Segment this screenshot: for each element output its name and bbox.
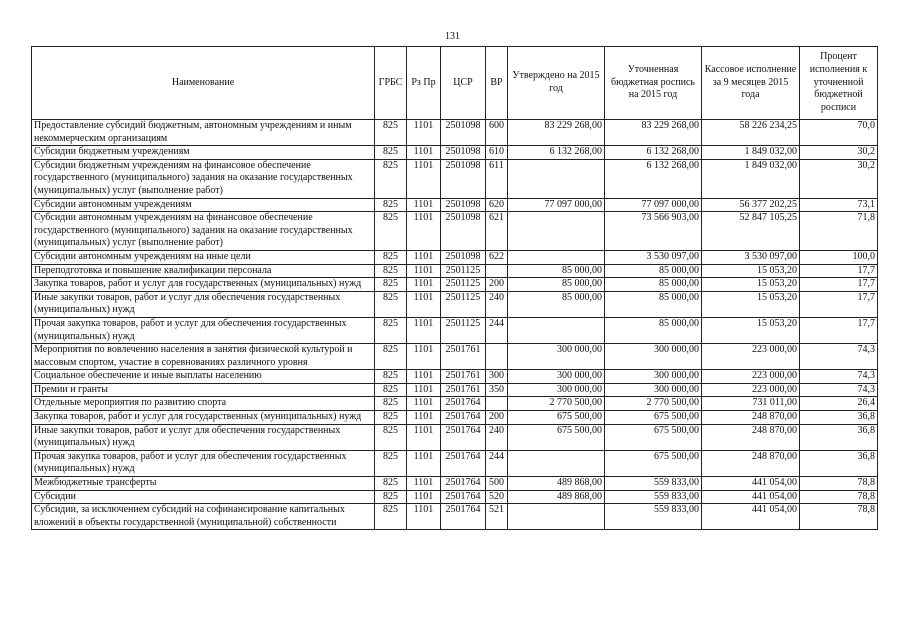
cell-rz-pr: 1101 [407,146,441,160]
cell-cash: 15 053,20 [702,291,800,317]
cell-grbs: 825 [375,278,407,292]
cell-name: Иные закупки товаров, работ и услуг для обеспечения государственных (муниципальных) нужд [32,291,375,317]
cell-cash: 441 054,00 [702,490,800,504]
cell-vr: 244 [486,450,508,476]
cell-csr: 2501098 [441,146,486,160]
cell-specified: 3 530 097,00 [605,250,702,264]
cell-name: Субсидии автономным учреждениям [32,198,375,212]
cell-cash: 52 847 105,25 [702,212,800,251]
cell-vr: 622 [486,250,508,264]
cell-csr: 2501125 [441,291,486,317]
cell-grbs: 825 [375,264,407,278]
cell-rz-pr: 1101 [407,477,441,491]
cell-rz-pr: 1101 [407,278,441,292]
table-row [32,424,878,450]
cell-specified: 6 132 268,00 [605,146,702,160]
cell-grbs: 825 [375,424,407,450]
table-row [32,198,878,212]
cell-name: Предоставление субсидий бюджетным, автономным учреждениям и иным некоммерческим организациям [32,120,375,146]
cell-cash: 15 053,20 [702,317,800,343]
table-row [32,264,878,278]
table-row [32,159,878,198]
table-row [32,411,878,425]
cell-percent: 17,7 [800,291,878,317]
cell-vr: 520 [486,490,508,504]
cell-csr: 2501098 [441,120,486,146]
cell-cash: 223 000,00 [702,383,800,397]
cell-specified: 85 000,00 [605,317,702,343]
table-body [32,120,878,530]
cell-cash: 1 849 032,00 [702,159,800,198]
cell-specified: 559 833,00 [605,490,702,504]
cell-vr [486,344,508,370]
cell-cash: 15 053,20 [702,264,800,278]
cell-cash: 223 000,00 [702,344,800,370]
cell-vr: 611 [486,159,508,198]
cell-name: Межбюджетные трансферты [32,477,375,491]
cell-cash: 731 011,00 [702,397,800,411]
cell-specified: 675 500,00 [605,450,702,476]
table-row [32,344,878,370]
cell-percent: 36,8 [800,424,878,450]
cell-name: Субсидии автономным учреждениям на финансовое обеспечение государственного (муниципального) задания на оказание государственных (муниципальных) услуг (выполнение работ) [32,212,375,251]
cell-csr: 2501764 [441,424,486,450]
cell-rz-pr: 1101 [407,212,441,251]
cell-percent: 70,0 [800,120,878,146]
cell-approved: 300 000,00 [508,383,605,397]
cell-vr: 240 [486,424,508,450]
cell-approved: 2 770 500,00 [508,397,605,411]
cell-csr: 2501098 [441,212,486,251]
cell-grbs: 825 [375,250,407,264]
cell-csr: 2501125 [441,278,486,292]
cell-rz-pr: 1101 [407,504,441,530]
table-row [32,291,878,317]
table-row [32,504,878,530]
table-row [32,490,878,504]
cell-percent: 71,8 [800,212,878,251]
cell-specified: 559 833,00 [605,477,702,491]
cell-grbs: 825 [375,198,407,212]
cell-rz-pr: 1101 [407,490,441,504]
cell-specified: 85 000,00 [605,291,702,317]
cell-name: Субсидии, за исключением субсидий на софинансирование капитальных вложений в объекты государственной (муниципальной) собственности [32,504,375,530]
cell-grbs: 825 [375,370,407,384]
cell-percent: 30,2 [800,159,878,198]
cell-percent: 17,7 [800,264,878,278]
cell-approved [508,159,605,198]
cell-specified: 85 000,00 [605,278,702,292]
cell-name: Иные закупки товаров, работ и услуг для обеспечения государственных (муниципальных) нужд [32,424,375,450]
cell-vr: 610 [486,146,508,160]
cell-csr: 2501761 [441,370,486,384]
cell-csr: 2501098 [441,159,486,198]
table-row [32,450,878,476]
cell-cash: 248 870,00 [702,450,800,476]
cell-grbs: 825 [375,212,407,251]
cell-percent: 36,8 [800,450,878,476]
cell-csr: 2501125 [441,317,486,343]
cell-name: Переподготовка и повышение квалификации персонала [32,264,375,278]
cell-approved: 489 868,00 [508,490,605,504]
cell-vr: 200 [486,411,508,425]
cell-cash: 58 226 234,25 [702,120,800,146]
cell-name: Субсидии бюджетным учреждениям [32,146,375,160]
cell-percent: 74,3 [800,383,878,397]
cell-vr: 621 [486,212,508,251]
cell-grbs: 825 [375,317,407,343]
cell-approved [508,317,605,343]
table-row [32,120,878,146]
cell-csr: 2501125 [441,264,486,278]
cell-percent: 30,2 [800,146,878,160]
cell-specified: 73 566 903,00 [605,212,702,251]
cell-name: Прочая закупка товаров, работ и услуг для обеспечения государственных (муниципальных) нужд [32,317,375,343]
cell-approved: 85 000,00 [508,264,605,278]
header-csr: ЦСР [441,47,486,120]
cell-name: Закупка товаров, работ и услуг для государственных (муниципальных) нужд [32,278,375,292]
budget-table [31,46,878,530]
cell-grbs: 825 [375,344,407,370]
cell-cash: 1 849 032,00 [702,146,800,160]
cell-specified: 300 000,00 [605,344,702,370]
header-approved: Утверждено на 2015 год [508,47,605,120]
cell-grbs: 825 [375,383,407,397]
cell-grbs: 825 [375,477,407,491]
cell-specified: 675 500,00 [605,424,702,450]
cell-rz-pr: 1101 [407,317,441,343]
cell-approved [508,504,605,530]
cell-specified: 559 833,00 [605,504,702,530]
cell-approved [508,450,605,476]
cell-specified: 300 000,00 [605,370,702,384]
cell-name: Социальное обеспечение и иные выплаты населению [32,370,375,384]
table-row [32,370,878,384]
cell-grbs: 825 [375,146,407,160]
cell-approved [508,212,605,251]
cell-approved: 300 000,00 [508,370,605,384]
cell-vr [486,397,508,411]
cell-rz-pr: 1101 [407,397,441,411]
table-row [32,477,878,491]
cell-percent: 26,4 [800,397,878,411]
table-row [32,250,878,264]
cell-rz-pr: 1101 [407,424,441,450]
cell-percent: 74,3 [800,370,878,384]
table-header [32,47,878,120]
cell-specified: 6 132 268,00 [605,159,702,198]
header-rz-pr: Рз Пр [407,47,441,120]
cell-csr: 2501764 [441,397,486,411]
cell-grbs: 825 [375,490,407,504]
cell-specified: 77 097 000,00 [605,198,702,212]
header-name: Наименование [32,47,375,120]
cell-rz-pr: 1101 [407,450,441,476]
cell-rz-pr: 1101 [407,120,441,146]
cell-name: Субсидии автономным учреждениям на иные цели [32,250,375,264]
cell-rz-pr: 1101 [407,264,441,278]
cell-cash: 248 870,00 [702,424,800,450]
cell-percent: 73,1 [800,198,878,212]
cell-percent: 17,7 [800,317,878,343]
cell-percent: 78,8 [800,504,878,530]
cell-rz-pr: 1101 [407,291,441,317]
cell-percent: 17,7 [800,278,878,292]
cell-cash: 56 377 202,25 [702,198,800,212]
cell-csr: 2501764 [441,411,486,425]
cell-rz-pr: 1101 [407,198,441,212]
cell-approved: 6 132 268,00 [508,146,605,160]
cell-approved: 85 000,00 [508,278,605,292]
cell-specified: 2 770 500,00 [605,397,702,411]
cell-cash: 248 870,00 [702,411,800,425]
cell-csr: 2501764 [441,504,486,530]
table-row [32,278,878,292]
cell-specified: 300 000,00 [605,383,702,397]
table-row [32,212,878,251]
cell-specified: 83 229 268,00 [605,120,702,146]
cell-percent: 74,3 [800,344,878,370]
cell-rz-pr: 1101 [407,344,441,370]
cell-rz-pr: 1101 [407,250,441,264]
cell-grbs: 825 [375,291,407,317]
cell-csr: 2501764 [441,450,486,476]
cell-approved: 675 500,00 [508,411,605,425]
table-row [32,383,878,397]
cell-approved [508,250,605,264]
cell-vr: 521 [486,504,508,530]
cell-grbs: 825 [375,120,407,146]
cell-name: Мероприятия по вовлечению населения в занятия физической культурой и массовым спортом, участие в соревнованиях различного уровня [32,344,375,370]
cell-percent: 100,0 [800,250,878,264]
cell-name: Субсидии бюджетным учреждениям на финансовое обеспечение государственного (муниципального) задания на оказание государственных (муниципальных) услуг (выполнение работ) [32,159,375,198]
cell-rz-pr: 1101 [407,159,441,198]
cell-percent: 78,8 [800,490,878,504]
cell-rz-pr: 1101 [407,370,441,384]
cell-grbs: 825 [375,411,407,425]
cell-grbs: 825 [375,504,407,530]
cell-rz-pr: 1101 [407,411,441,425]
header-percent: Процент исполнения к уточненной бюджетной росписи [800,47,878,120]
header-cash: Кассовое исполнение за 9 месяцев 2015 года [702,47,800,120]
cell-csr: 2501761 [441,344,486,370]
cell-grbs: 825 [375,159,407,198]
cell-cash: 15 053,20 [702,278,800,292]
cell-vr [486,264,508,278]
cell-vr: 600 [486,120,508,146]
cell-vr: 200 [486,278,508,292]
header-grbs: ГРБС [375,47,407,120]
cell-name: Прочая закупка товаров, работ и услуг для обеспечения государственных (муниципальных) нужд [32,450,375,476]
table-row [32,146,878,160]
table-row [32,317,878,343]
header-vr: ВР [486,47,508,120]
cell-approved: 300 000,00 [508,344,605,370]
cell-grbs: 825 [375,397,407,411]
cell-approved: 85 000,00 [508,291,605,317]
cell-approved: 675 500,00 [508,424,605,450]
cell-name: Субсидии [32,490,375,504]
cell-vr: 300 [486,370,508,384]
cell-name: Премии и гранты [32,383,375,397]
cell-specified: 85 000,00 [605,264,702,278]
cell-cash: 441 054,00 [702,477,800,491]
cell-specified: 675 500,00 [605,411,702,425]
cell-name: Отдельные мероприятия по развитию спорта [32,397,375,411]
cell-vr: 244 [486,317,508,343]
cell-rz-pr: 1101 [407,383,441,397]
cell-name: Закупка товаров, работ и услуг для государственных (муниципальных) нужд [32,411,375,425]
cell-cash: 223 000,00 [702,370,800,384]
table-row [32,397,878,411]
cell-percent: 78,8 [800,477,878,491]
cell-vr: 350 [486,383,508,397]
cell-csr: 2501764 [441,477,486,491]
cell-vr: 500 [486,477,508,491]
cell-grbs: 825 [375,450,407,476]
cell-approved: 83 229 268,00 [508,120,605,146]
cell-percent: 36,8 [800,411,878,425]
cell-approved: 489 868,00 [508,477,605,491]
cell-vr: 240 [486,291,508,317]
cell-csr: 2501098 [441,198,486,212]
cell-cash: 3 530 097,00 [702,250,800,264]
cell-csr: 2501098 [441,250,486,264]
cell-vr: 620 [486,198,508,212]
header-specified: Уточненная бюджетная роспись на 2015 год [605,47,702,120]
cell-csr: 2501764 [441,490,486,504]
cell-csr: 2501761 [441,383,486,397]
cell-cash: 441 054,00 [702,504,800,530]
cell-approved: 77 097 000,00 [508,198,605,212]
page-number: 131 [445,31,460,42]
